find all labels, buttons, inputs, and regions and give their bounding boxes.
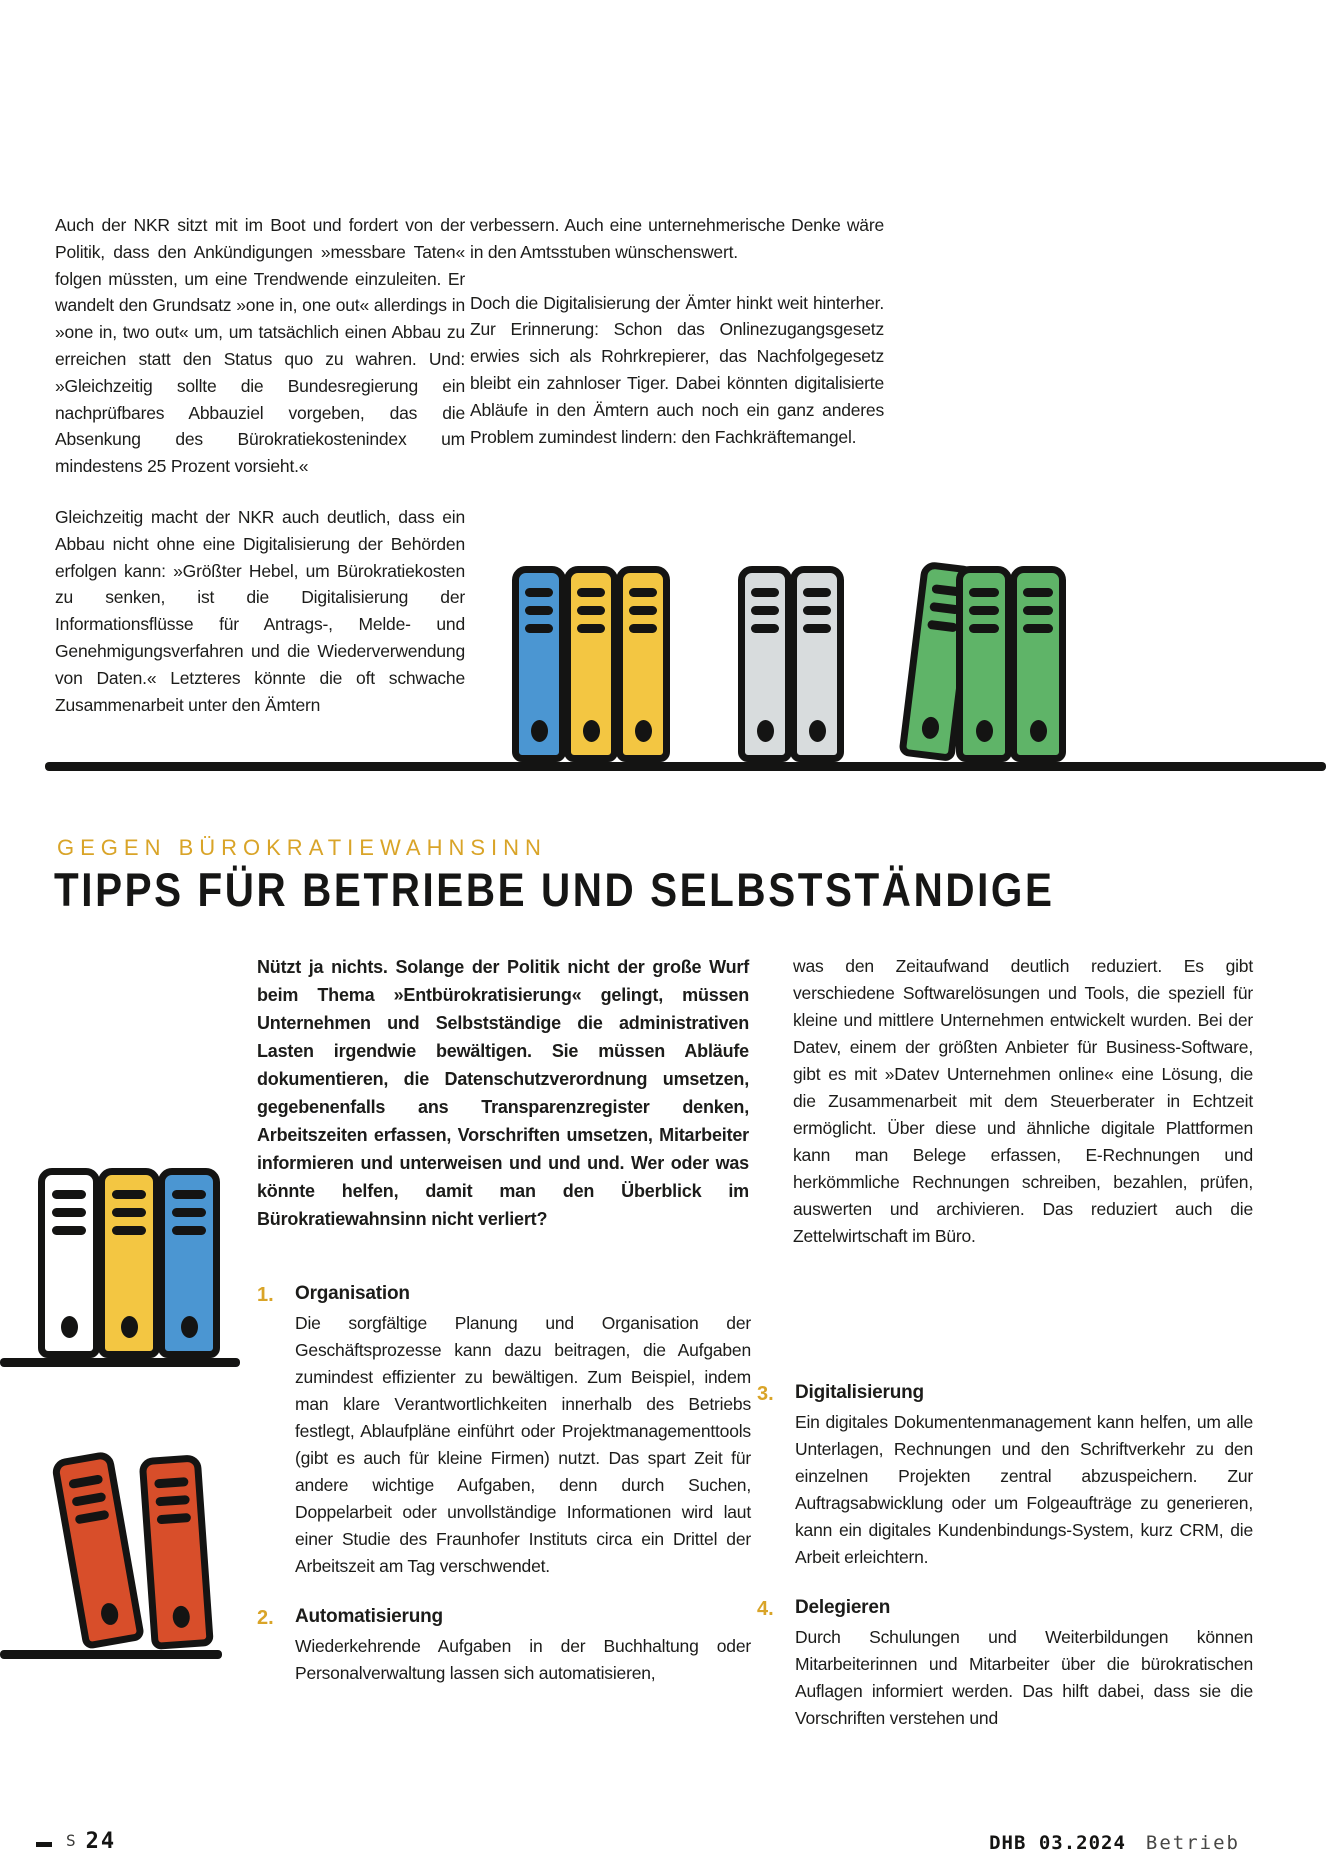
issue-info <box>989 1832 1240 1854</box>
binder-icon <box>158 1168 220 1358</box>
shelf-line <box>0 1358 240 1367</box>
tip-body: Die sorgfältige Planung und Organisation der Geschäftsprozesse kann dazu beitragen, die Aufgaben zumindest effizienter zu bewältigen. Zum Beispiel, indem man klare Verantwortlichkeiten innerhalb des Betriebs festlegt, Ablaufpläne einführt oder Projektmanagementtools (gibt es auch für kleine Firmen) nutzt. Das spart Zeit für andere wichtige Aufgaben, denn durch Suchen, Doppelarbeit oder unvollständige Informationen wird laut einer Studie des Fraunhofer Instituts circa ein Drittel der Arbeitszeit am Tag verschwendet. <box>295 1313 751 1576</box>
tip-body: Durch Schulungen und Weiterbildungen können Mitarbeiterinnen und Mitarbeiter über die bürokratischen Auflagen informiert werden. Das hilft dabei, dass sie die Vorschriften verstehen und <box>795 1627 1253 1728</box>
binder-icon <box>738 566 792 762</box>
binder-icon <box>512 566 566 762</box>
tip-item-3 <box>757 1382 1253 1571</box>
tip-number: 4. <box>757 1598 774 1620</box>
binder-icon <box>616 566 670 762</box>
tip-heading: Organisation <box>295 1283 410 1304</box>
binder-icon <box>98 1168 160 1358</box>
tip-number: 1. <box>257 1284 274 1306</box>
binder-icon <box>790 566 844 762</box>
page-prefix: S <box>66 1831 78 1850</box>
tip-item-4 <box>757 1597 1253 1732</box>
shelf-line <box>45 762 1326 771</box>
binder-icon <box>51 1450 145 1650</box>
tip-heading: Automatisierung <box>295 1606 443 1627</box>
binder-icon <box>139 1454 214 1650</box>
paragraph: verbessern. Auch eine unternehmerische Denke wäre in den Amtsstuben wünschenswert. <box>470 215 884 262</box>
tip-number: 2. <box>257 1607 274 1629</box>
page-number-value: 24 <box>85 1829 117 1854</box>
top-article-column-1 <box>55 212 465 742</box>
paragraph: Doch die Digitalisierung der Ämter hinkt weit hinterher. Zur Erinnerung: Schon das Onlinezugangsgesetz erwies sich als Rohrkrepierer, das Nachfolgegesetz bleibt ein zahnloser Tiger. Dabei könnten digitalisierte Abläufe in den Ämtern auch noch ein ganz anderes Problem zumindest lindern: den Fachkräftemangel. <box>470 292 884 447</box>
paragraph: was den Zeitaufwand deutlich reduziert. Es gibt verschiedene Softwarelösungen und Tools, die speziell für kleine und mittlere Unternehmen entwickelt wurden. Bei der Datev, einem der größten Anbieter für Business-Software, gibt es mit »Datev Unternehmen online« eine Lösung, die die Zusammenarbeit mit dem Steuerberater in Echtzeit ermöglicht. Über diese und ähnliche digitale Plattformen kann man Belege erfassen, E-Rechnungen und herkömmliche Rechnungen schreiben, bezahlen, prüfen, auswerten und archivieren. Das reduziert auch die Zettelwirtschaft im Büro. <box>793 956 1253 1246</box>
tip-item-1 <box>257 1283 751 1580</box>
section-label: Betrieb <box>1145 1832 1240 1854</box>
tips-continuation-column <box>793 953 1253 1250</box>
tip-body: Ein digitales Dokumentenmanagement kann helfen, um alle Unterlagen, Rechnungen und den Schriftverkehr zu den einzelnen Projekten zentral abzuspeichern. Zur Auftragsabwicklung oder um Folgeaufträge zu generieren, kann ein digitales Kundenbindungs-System, kurz CRM, die Arbeit erleichtern. <box>795 1412 1253 1567</box>
shelf-line <box>0 1650 222 1659</box>
issue-label: DHB 03.2024 <box>989 1832 1126 1854</box>
page-number <box>66 1829 116 1854</box>
binder-icon <box>1010 566 1066 762</box>
tips-list-left <box>257 1283 751 1713</box>
tip-number: 3. <box>757 1383 774 1405</box>
paragraph: Gleichzeitig macht der NKR auch deutlich, dass ein Abbau nicht ohne eine Digitalisierung der Behörden erfolgen kann: »Größter Hebel, um Bürokratiekosten zu senken, ist die Digitalisierung der Informationsflüsse für Antrags-, Melde- und Genehmigungsverfahren und die Wiederverwendung von Daten.« Letzteres könnte die oft schwache Zusammenarbeit unter den Ämtern <box>55 506 465 715</box>
binder-icon <box>956 566 1012 762</box>
footer-edge-mark <box>36 1842 52 1847</box>
tip-heading: Delegieren <box>795 1597 891 1618</box>
tip-item-2 <box>257 1606 751 1687</box>
section-title: TIPPS FÜR BETRIEBE UND SELBSTSTÄNDIGE <box>54 863 1055 916</box>
binder-icon <box>564 566 618 762</box>
paragraph: Auch der NKR sitzt mit im Boot und fordert von der Politik, dass den Ankündigungen »messbare Taten« folgen müssten, um eine Trendwende einzuleiten. Er wandelt den Grundsatz »one in, one out« allerdings in »one in, two out« um, um tatsächlich einen Abbau zu erreichen statt den Status quo zu wahren. Und: »Gleichzeitig sollte die Bundesregierung ein nachprüfbares Abbauziel vorgeben, das die Absenkung des Bürokratiekostenindex um mindestens 25 Prozent vorsieht.« <box>55 215 465 477</box>
tips-list-right <box>757 1382 1253 1758</box>
top-article-column-2 <box>470 212 884 474</box>
binder-icon <box>38 1168 100 1358</box>
section-eyebrow: GEGEN BÜROKRATIEWAHNSINN <box>57 835 547 860</box>
tip-body: Wiederkehrende Aufgaben in der Buchhaltung oder Personalverwaltung lassen sich automatisieren, <box>295 1636 751 1683</box>
tip-heading: Digitalisierung <box>795 1382 924 1403</box>
intro-paragraph: Nützt ja nichts. Solange der Politik nicht der große Wurf beim Thema »Entbürokratisierung« gelingt, müssen Unternehmen und Selbstständige die administrativen Lasten irgendwie bewältigen. Sie müssen Abläufe dokumentieren, die Datenschutzverordnung umsetzen, gegebenenfalls ans Transparenzregister denken, Arbeitszeiten erfassen, Vorschriften umsetzen, Mitarbeiter informieren und unterweisen und und und. Wer oder was könnte helfen, damit man den Überblick im Bürokratiewahnsinn nicht verliert? <box>257 957 749 1229</box>
